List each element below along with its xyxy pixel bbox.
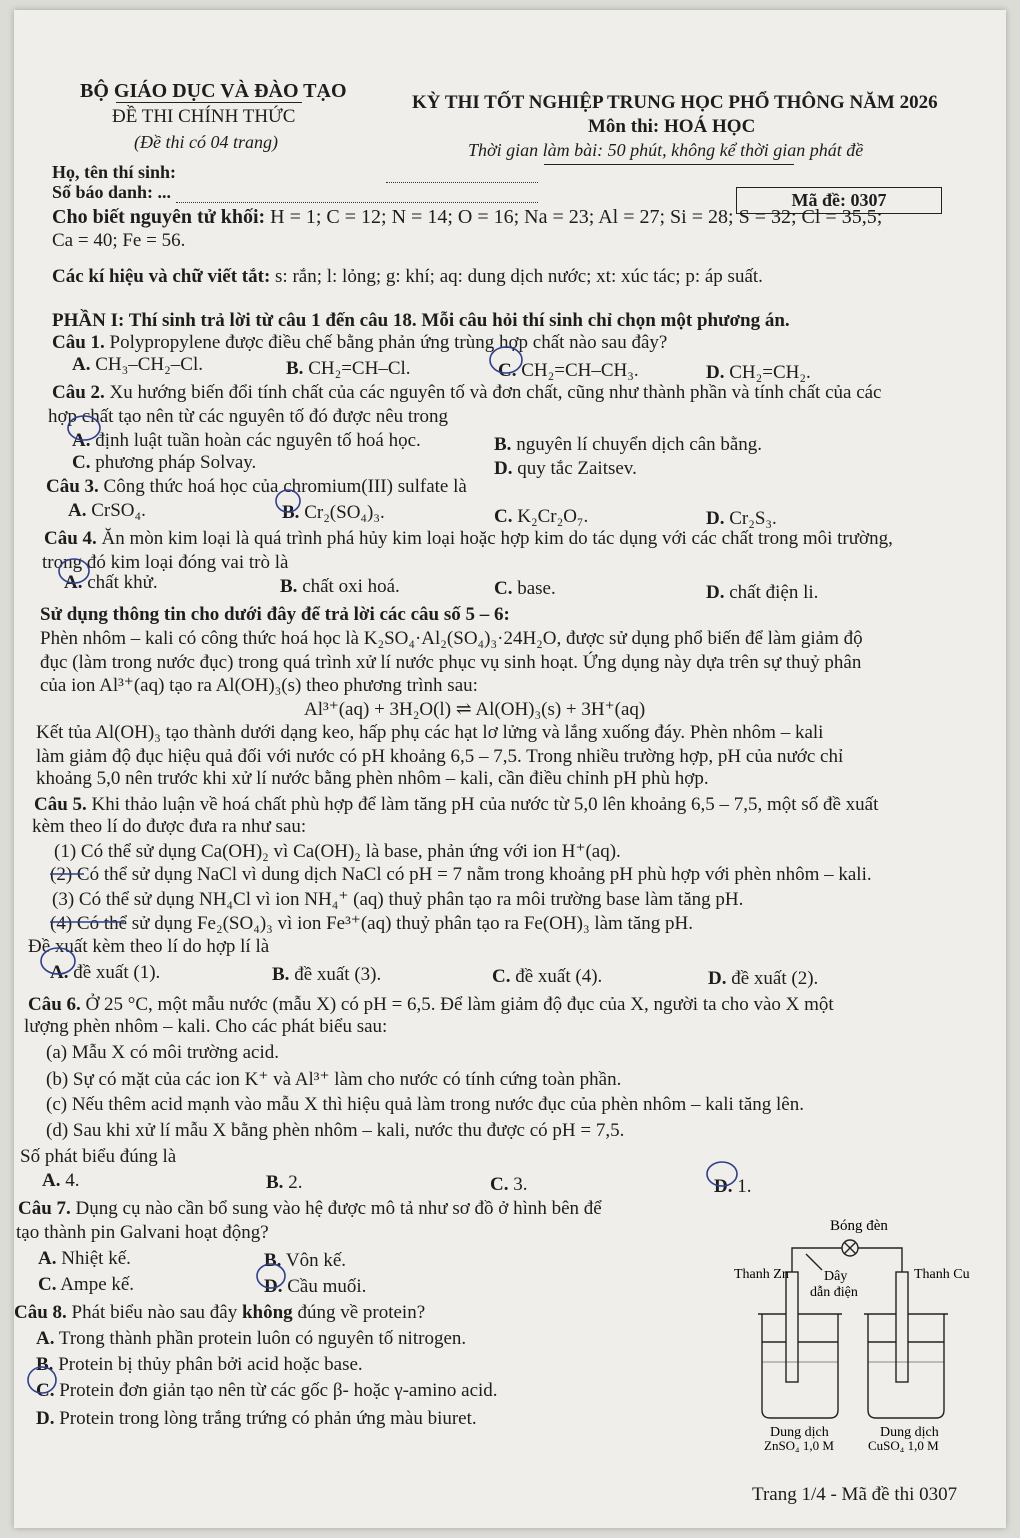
q2-option-d[interactable]: D. quy tắc Zaitsev. — [494, 458, 637, 479]
q2-option-a[interactable]: A. định luật tuần hoàn các nguyên tố hoá học. — [72, 430, 421, 451]
abbreviations-label: Các kí hiệu và chữ viết tắt: — [52, 266, 271, 287]
q1-option-b[interactable]: B. CH₂=CH–Cl. — [286, 358, 411, 379]
q6-option-b[interactable]: B. 2. — [266, 1172, 303, 1193]
name-label: Họ, tên thí sinh: — [52, 162, 177, 182]
q4-stem-line1: Câu 4. Ăn mòn kim loại là quá trình phá hủy kim loại hoặc hợp kim do tác dụng với các chất trong môi trường, — [44, 528, 893, 549]
q5-label: Câu 5. — [34, 794, 87, 815]
atomic-mass-label: Cho biết nguyên tử khối: — [52, 206, 266, 228]
info56-line6: khoảng 5,0 nên trước khi xử lí nước bằng phèn nhôm – kali, cần điều chỉnh pH phù hợp. — [36, 768, 709, 789]
cu-solution-label-1: Dung dịch — [880, 1425, 939, 1440]
q1-option-c[interactable]: C. CH₂=CH–CH₃. — [498, 360, 639, 381]
q7-option-d[interactable]: D. Cầu muối. — [264, 1276, 367, 1297]
zn-solution-label-2: ZnSO₄ 1,0 M — [764, 1438, 834, 1452]
q3-stem: Câu 3. Công thức hoá học của chromium(III) sulfate là — [46, 476, 467, 497]
cu-solution-label-2: CuSO₄ 1,0 M — [868, 1438, 939, 1452]
q5-circle-mark — [41, 948, 75, 974]
q2-circle-mark — [68, 416, 100, 440]
pages-note: (Đề thi có 04 trang) — [134, 132, 278, 152]
info56-line5: làm giảm độ đục hiệu quả đối với nước có pH khoảng 6,5 – 7,5. Trong nhiều trường hợp, pH của nước chỉ — [36, 746, 844, 767]
q6-question: Số phát biểu đúng là — [20, 1146, 177, 1167]
q4-option-b[interactable]: B. chất oxi hoá. — [280, 576, 400, 597]
bulb-label: Bóng đèn — [830, 1218, 888, 1234]
exam-subject: Môn thi: HOÁ HỌC — [588, 116, 756, 137]
q7-option-b[interactable]: B. Vôn kế. — [264, 1250, 347, 1271]
q8-option-d[interactable]: D. Protein trong lòng trắng trứng có phản ứng màu biuret. — [36, 1408, 477, 1429]
atomic-mass-line-2: Ca = 40; Fe = 56. — [52, 230, 186, 251]
q7-stem-line2: tạo thành pin Galvani hoạt động? — [16, 1222, 269, 1243]
official-label: ĐỀ THI CHÍNH THỨC — [112, 106, 296, 127]
q5-option-a[interactable]: A. đề xuất (1). — [50, 962, 161, 983]
zn-rod-label: Thanh Zn — [734, 1267, 789, 1282]
q6-statement-c: (c) Nếu thêm acid mạnh vào mẫu X thì hiệu quả làm trong nước đục của phèn nhôm – kali tăng lên. — [46, 1094, 804, 1115]
q4-circle-mark — [59, 559, 89, 583]
beaker-left — [762, 1314, 838, 1418]
q5-proposal-4: (4) Có thể sử dụng Fe₂(SO₄)₃ vì ion Fe³⁺(aq) thuỷ phân tạo ra Fe(OH)₃ làm tăng pH. — [50, 913, 693, 934]
q3-option-b[interactable]: B. Cr₂(SO₄)₃. — [282, 502, 385, 523]
q7-option-c[interactable]: C. Ampe kế. — [38, 1274, 135, 1295]
q5-question: Đề xuất kèm theo lí do hợp lí là — [28, 936, 270, 957]
q6-statement-b: (b) Sự có mặt của các ion K⁺ và Al³⁺ làm cho nước có tính cứng toàn phần. — [46, 1069, 622, 1090]
wire-label-1: Dây — [824, 1269, 848, 1284]
q1-option-a[interactable]: A. CH₃–CH₂–Cl. — [72, 354, 203, 375]
q5-stem-line1: Câu 5. Khi thảo luận về hoá chất phù hợp để làm tăng pH của nước từ 5,0 lên khoảng 6,5 – 7,5, một số đề xuất — [34, 794, 879, 815]
info56-title: Sử dụng thông tin cho dưới đây để trả lời các câu số 5 – 6: — [40, 604, 510, 625]
q8-option-a[interactable]: A. Trong thành phần protein luôn có nguyên tố nitrogen. — [36, 1328, 467, 1349]
exam-title: KỲ THI TỐT NGHIỆP TRUNG HỌC PHỔ THÔNG NĂM 2026 — [412, 92, 938, 113]
q5-option-c[interactable]: C. đề xuất (4). — [492, 966, 603, 987]
q2-option-c[interactable]: C. phương pháp Solvay. — [72, 452, 257, 473]
exam-page — [14, 10, 1006, 1528]
q5-option-d[interactable]: D. đề xuất (2). — [708, 968, 819, 989]
q8-option-c[interactable]: C. Protein đơn giản tạo nên từ các gốc β- hoặc γ-amino acid. — [36, 1380, 498, 1401]
q2-stem-line2: hợp chất tạo nên từ các nguyên tố đó được nêu trong — [48, 406, 448, 427]
q1-text: Polypropylene được điều chế bằng phản ứng trùng hợp chất nào sau đây? — [109, 332, 668, 353]
zn-rod — [786, 1272, 798, 1382]
q6-statement-a: (a) Mẫu X có môi trường acid. — [46, 1042, 279, 1063]
abbreviations-text: s: rắn; l: lỏng; g: khí; aq: dung dịch nước; xt: xúc tác; p: áp suất. — [275, 266, 763, 287]
wire-right — [858, 1248, 902, 1272]
q8-label: Câu 8. — [14, 1302, 67, 1323]
q1-circle-mark — [490, 347, 522, 373]
part1-title: PHẦN I: Thí sinh trả lời từ câu 1 đến câu 18. Mỗi câu hỏi thí sinh chỉ chọn một phương án. — [52, 310, 790, 331]
info56-line1: Phèn nhôm – kali có công thức hoá học là K₂SO₄·Al₂(SO₄)₃·24H₂O, được sử dụng phổ biến để làm giảm độ — [40, 628, 863, 649]
q6-label: Câu 6. — [28, 994, 81, 1015]
q7-label: Câu 7. — [18, 1198, 71, 1219]
q6-option-a[interactable]: A. 4. — [42, 1170, 80, 1191]
ministry-name: BỘ GIÁO DỤC VÀ ĐÀO TẠO — [80, 80, 347, 102]
id-label: Số báo danh: ... — [52, 182, 172, 202]
q2-option-b[interactable]: B. nguyên lí chuyển dịch cân bằng. — [494, 434, 763, 455]
q8-option-b[interactable]: B. Protein bị thủy phân bởi acid hoặc base. — [36, 1354, 363, 1375]
q4-option-c[interactable]: C. base. — [494, 578, 556, 599]
q6-option-c[interactable]: C. 3. — [490, 1174, 528, 1195]
q7-circle-mark — [257, 1264, 285, 1288]
wire-label-2: dẫn điện — [810, 1285, 858, 1300]
hydrolysis-equation: Al³⁺(aq) + 3H₂O(l) ⇌ Al(OH)₃(s) + 3H⁺(aq) — [304, 699, 646, 720]
q4-label: Câu 4. — [44, 528, 97, 549]
atomic-mass-values: H = 1; C = 12; N = 14; O = 16; Na = 23; Al = 27; Si = 28; S = 32; Cl = 35,5; — [270, 206, 883, 228]
q5-proposal-3: (3) Có thể sử dụng NH₄Cl vì ion NH₄⁺ (aq) thuỷ phân tạo ra môi trường base làm tăng pH. — [52, 889, 744, 910]
q5-option-b[interactable]: B. đề xuất (3). — [272, 964, 382, 985]
q8-circle-mark — [28, 1367, 56, 1393]
zn-solution-label-1: Dung dịch — [770, 1425, 829, 1440]
page-footer: Trang 1/4 - Mã đề thi 0307 — [752, 1484, 958, 1505]
q1-option-d[interactable]: D. CH₂=CH₂. — [706, 362, 811, 383]
q5-proposal-1: (1) Có thể sử dụng Ca(OH)₂ vì Ca(OH)₂ là base, phản ứng với ion H⁺(aq). — [54, 841, 621, 862]
q1-label: Câu 1. — [52, 332, 105, 353]
info56-line4: Kết tủa Al(OH)₃ tạo thành dưới dạng keo, hấp phụ các hạt lơ lửng và lắng xuống đáy. Phèn nhôm – kali — [36, 722, 824, 743]
q6-circle-mark — [707, 1162, 737, 1186]
q3-option-a[interactable]: A. CrSO₄. — [68, 500, 146, 521]
info56-line2: đục (làm trong nước đục) trong quá trình xử lí nước phục vụ sinh hoạt. Ứng dụng này dựa trên sự thuỷ phân — [40, 652, 862, 673]
q6-option-d[interactable]: D. 1. — [714, 1176, 752, 1197]
q2-label: Câu 2. — [52, 382, 105, 403]
q4-option-a[interactable]: A. chất khử. — [64, 572, 158, 593]
q7-option-a[interactable]: A. Nhiệt kế. — [38, 1248, 131, 1269]
q2-stem-line1: Câu 2. Xu hướng biến đổi tính chất của các nguyên tố và đơn chất, cũng như thành phần và tính chất của các — [52, 382, 882, 403]
q4-stem-line2: trong đó kim loại đóng vai trò là — [42, 552, 289, 573]
q6-stem-line2: lượng phèn nhôm – kali. Cho các phát biểu sau: — [24, 1016, 388, 1037]
info56-line3: của ion Al³⁺(aq) tạo ra Al(OH)₃(s) theo phương trình sau: — [40, 675, 478, 696]
q7-stem-line1: Câu 7. Dụng cụ nào cần bổ sung vào hệ được mô tả như sơ đồ ở hình bên để — [18, 1198, 602, 1219]
q8-stem: Câu 8. Phát biểu nào sau đây không đúng về protein? — [14, 1302, 426, 1323]
q3-option-d[interactable]: D. Cr₂S₃. — [706, 508, 777, 529]
q3-option-c[interactable]: C. K₂Cr₂O₇. — [494, 506, 589, 527]
q3-circle-mark — [276, 490, 300, 512]
q3-label: Câu 3. — [46, 476, 99, 497]
exam-time: Thời gian làm bài: 50 phút, không kể thời gian phát đề — [468, 140, 864, 160]
exam-code-box: Mã đề: 0307 — [736, 187, 942, 214]
q5-proposal-2: (2) Có thể sử dụng NaCl vì dung dịch NaCl có pH = 7 nằm trong khoảng pH phù hợp với phèn nhôm – kali. — [50, 864, 872, 885]
q4-option-d[interactable]: D. chất điện li. — [706, 582, 819, 603]
q6-statement-d: (d) Sau khi xử lí mẫu X bằng phèn nhôm – kali, nước thu được có pH = 7,5. — [46, 1120, 625, 1141]
q5-stem-line2: kèm theo lí do được đưa ra như sau: — [32, 816, 307, 837]
cu-rod — [896, 1272, 908, 1382]
cu-rod-label: Thanh Cu — [914, 1267, 970, 1282]
q6-stem-line1: Câu 6. Ở 25 °C, một mẫu nước (mẫu X) có pH = 6,5. Để làm giảm độ đục của X, người ta cho vào X một — [28, 994, 834, 1015]
galvanic-cell-figure — [734, 1202, 984, 1452]
